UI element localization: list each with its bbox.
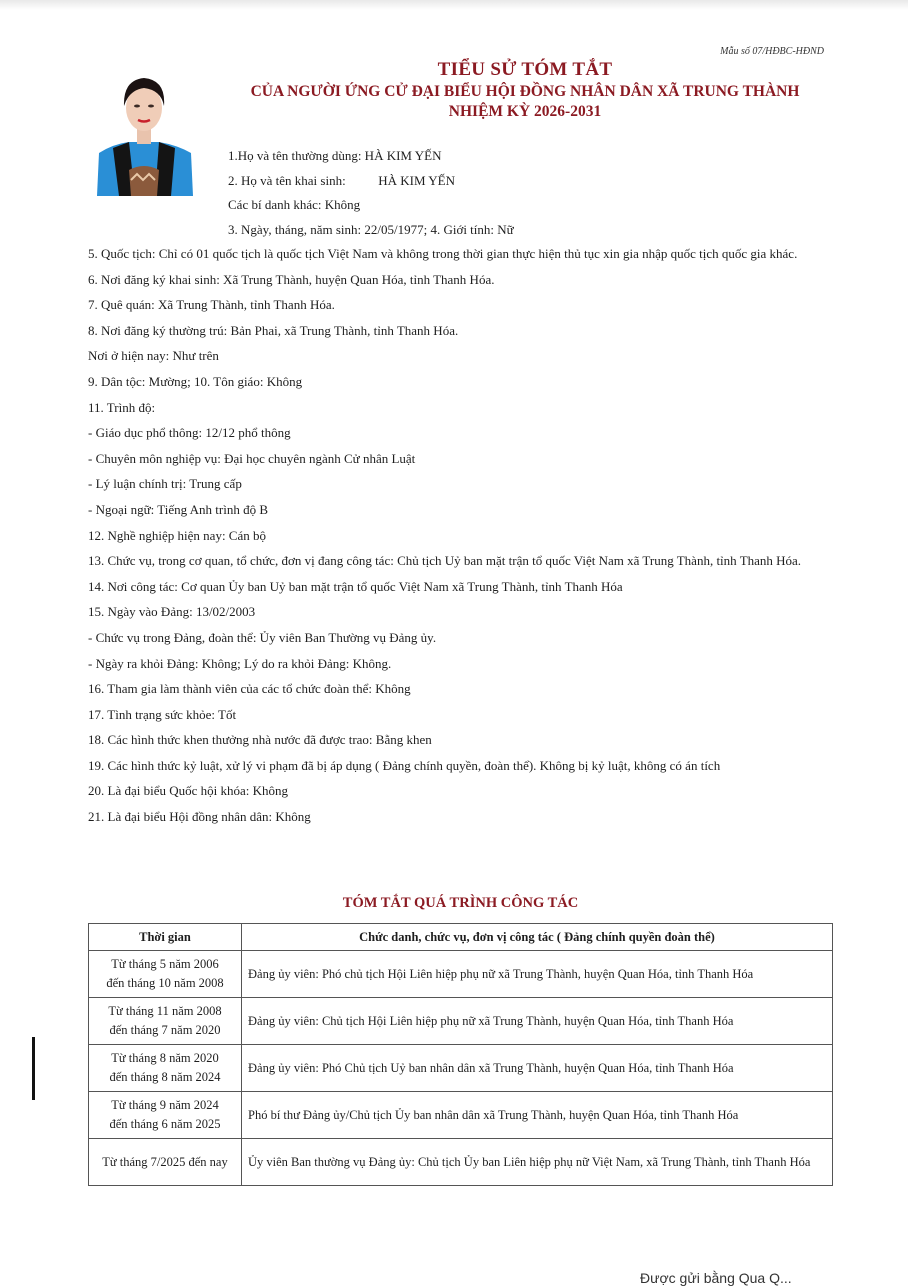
detail-line: 18. Các hình thức khen thưởng nhà nước đã được trao: Bằng khen [88, 732, 432, 748]
table-row [89, 1139, 833, 1186]
table-row [89, 1092, 833, 1139]
detail-line: 13. Chức vụ, trong cơ quan, tổ chức, đơn vị đang công tác: Chủ tịch Uỷ ban mặt trận tổ quốc Việt Nam xã Trung Thành, tỉnh Thanh Hóa. [88, 553, 802, 569]
period-start: Từ tháng 7/2025 đến nay [102, 1154, 228, 1169]
period-start: Từ tháng 8 năm 2020 [111, 1051, 219, 1065]
biography-details [88, 245, 833, 834]
detail-line: 16. Tham gia làm thành viên của các tổ chức đoàn thể: Không [88, 681, 411, 697]
document-title: TIỂU SỬ TÓM TẮT [437, 59, 613, 80]
alias-line: Các bí danh khác: Không [228, 197, 361, 212]
role-cell: Phó bí thư Đảng ủy/Chủ tịch Ủy ban nhân dân xã Trung Thành, huyện Quan Hóa, tỉnh Thanh Hóa [242, 1092, 833, 1139]
detail-line: 9. Dân tộc: Mường; 10. Tôn giáo: Không [88, 373, 303, 389]
candidate-photo [93, 68, 195, 196]
detail-line: 19. Các hình thức kỷ luật, xử lý vi phạm đã bị áp dụng ( Đảng chính quyền, đoàn thể). Không bị kỷ luật, không có án tích [88, 757, 721, 773]
table-row [89, 951, 833, 998]
detail-line: Nơi ở hiện nay: Như trên [88, 348, 219, 364]
detail-line: - Lý luận chính trị: Trung cấp [88, 476, 242, 492]
detail-line: - Ngoại ngữ: Tiếng Anh trình độ B [88, 501, 269, 517]
role-cell: Đảng ủy viên: Phó chủ tịch Hội Liên hiệp phụ nữ xã Trung Thành, huyện Quan Hóa, tỉnh Thanh Hóa [242, 951, 833, 998]
detail-line: - Ngày ra khỏi Đảng: Không; Lý do ra khỏi Đảng: Không. [88, 655, 392, 671]
personal-info [228, 144, 514, 242]
period-end: đến tháng 7 năm 2020 [109, 1023, 221, 1037]
form-code: Mẫu số 07/HĐBC-HĐND [720, 46, 824, 57]
detail-line: 12. Nghề nghiệp hiện nay: Cán bộ [88, 527, 266, 543]
detail-line: - Giáo dục phổ thông: 12/12 phổ thông [88, 425, 291, 441]
dob-gender-line: 3. Ngày, tháng, năm sinh: 22/05/1977; 4. Giới tính: Nữ [228, 221, 514, 237]
table-header-row [89, 924, 833, 951]
birth-name-label: 2. Họ và tên khai sinh: [228, 172, 346, 188]
cutoff-footer-text: Được gửi bằng Qua Q... [640, 1270, 792, 1286]
birth-name-line [228, 169, 514, 194]
detail-line: 5. Quốc tịch: Chỉ có 01 quốc tịch là quốc tịch Việt Nam và không trong thời gian thực hiện thủ tục xin gia nhập quốc tịch quốc gia khác. [88, 246, 798, 261]
career-table [88, 923, 833, 1186]
detail-line: - Chức vụ trong Đảng, đoàn thể: Ủy viên Ban Thường vụ Đảng ủy. [88, 629, 437, 645]
role-cell: Đảng ủy viên: Phó Chủ tịch Uỷ ban nhân dân xã Trung Thành, huyện Quan Hóa, tỉnh Thanh Hóa [242, 1045, 833, 1092]
birth-name-value: HÀ KIM YẾN [378, 172, 456, 188]
period-end: đến tháng 8 năm 2024 [109, 1070, 221, 1084]
detail-line: 21. Là đại biểu Hội đồng nhân dân: Không [88, 809, 311, 825]
period-cell [89, 1139, 242, 1186]
detail-line: 17. Tình trạng sức khỏe: Tốt [88, 706, 237, 722]
detail-line: 6. Nơi đăng ký khai sinh: Xã Trung Thành, huyện Quan Hóa, tỉnh Thanh Hóa. [88, 271, 495, 287]
role-cell: Ủy viên Ban thường vụ Đảng ủy: Chủ tịch Ủy ban Liên hiệp phụ nữ Việt Nam, xã Trung Thành, tỉnh Thanh Hóa [242, 1139, 833, 1186]
period-end: đến tháng 6 năm 2025 [109, 1117, 221, 1131]
document-title-block [220, 58, 830, 122]
term-label: NHIỆM KỲ 2026-2031 [448, 103, 602, 120]
detail-line: 8. Nơi đăng ký thường trú: Bản Phai, xã Trung Thành, tỉnh Thanh Hóa. [88, 322, 459, 338]
column-header-role: Chức danh, chức vụ, đơn vị công tác ( Đảng chính quyền đoàn thể) [242, 924, 833, 951]
period-cell [89, 951, 242, 998]
detail-line: 14. Nơi công tác: Cơ quan Ủy ban Uỷ ban mặt trận tổ quốc Việt Nam xã Trung Thành, tỉnh Thanh Hóa [88, 578, 623, 594]
detail-line: 20. Là đại biểu Quốc hội khóa: Không [88, 783, 289, 799]
column-header-period: Thời gian [89, 924, 242, 951]
table-row [89, 998, 833, 1045]
scan-top-shadow [0, 0, 908, 10]
period-cell [89, 1045, 242, 1092]
period-cell [89, 998, 242, 1045]
table-row [89, 1045, 833, 1092]
common-name-line: 1.Họ và tên thường dùng: HÀ KIM YẾN [228, 148, 442, 163]
document-subtitle: CỦA NGƯỜI ỨNG CỬ ĐẠI BIỂU HỘI ĐỒNG NHÂN DÂN XÃ TRUNG THÀNH [250, 83, 800, 100]
scan-edge-mark [32, 1037, 35, 1100]
detail-line: 7. Quê quán: Xã Trung Thành, tỉnh Thanh Hóa. [88, 297, 335, 313]
period-start: Từ tháng 9 năm 2024 [111, 1098, 219, 1112]
career-section-title: TÓM TẮT QUÁ TRÌNH CÔNG TÁC [342, 895, 579, 911]
period-start: Từ tháng 5 năm 2006 [111, 957, 219, 971]
detail-line: 11. Trình độ: [88, 399, 156, 415]
period-end: đến tháng 10 năm 2008 [106, 976, 224, 990]
period-start: Từ tháng 11 năm 2008 [108, 1004, 222, 1018]
period-cell [89, 1092, 242, 1139]
role-cell: Đảng ủy viên: Chủ tịch Hội Liên hiệp phụ nữ xã Trung Thành, huyện Quan Hóa, tỉnh Thanh Hóa [242, 998, 833, 1045]
portrait-image-icon [93, 68, 195, 196]
detail-line: 15. Ngày vào Đảng: 13/02/2003 [88, 604, 256, 620]
detail-line: - Chuyên môn nghiệp vụ: Đại học chuyên ngành Cử nhân Luật [88, 450, 416, 466]
